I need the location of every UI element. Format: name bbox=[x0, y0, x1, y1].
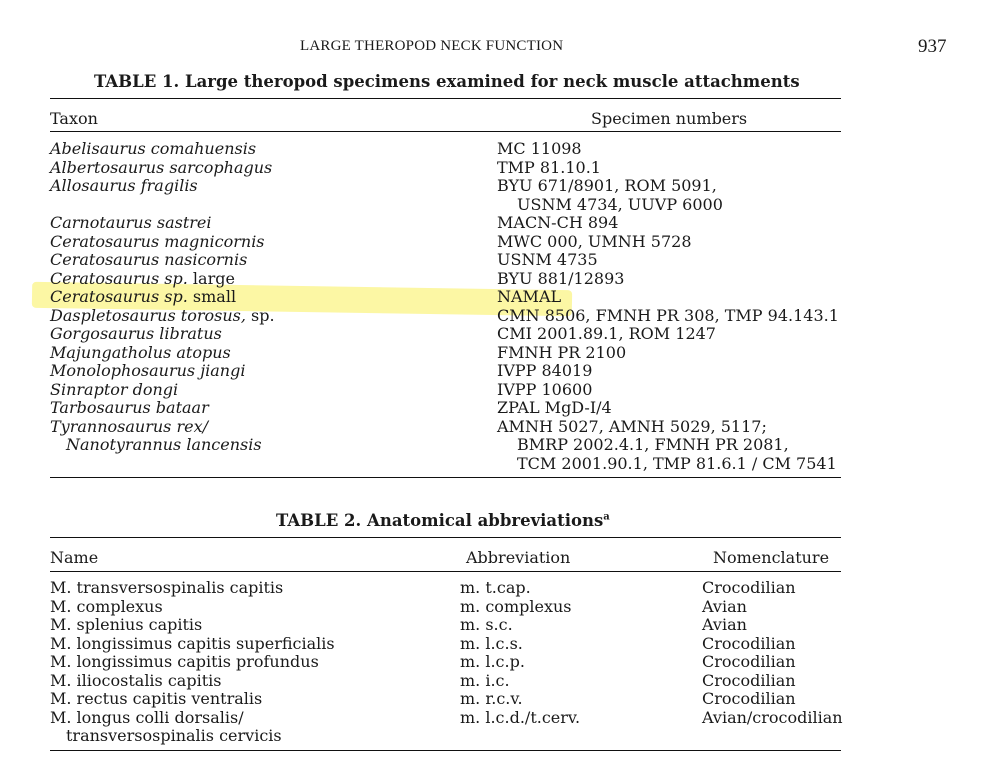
taxon-cell: Albertosaurus sarcophagus bbox=[50, 157, 273, 177]
page-number: 937 bbox=[918, 36, 947, 57]
taxon-cell bbox=[50, 288, 236, 307]
specimen-cell: USNM 4734, UUVP 6000 bbox=[517, 194, 723, 214]
table-row bbox=[50, 362, 850, 381]
abbreviation-cell: m. l.c.p. bbox=[460, 652, 525, 671]
specimen-cell: TCM 2001.90.1, TMP 81.6.1 / CM 7541 bbox=[517, 453, 837, 473]
table2-header-abbreviation: Abbreviation bbox=[466, 548, 571, 567]
name-cell: M. complexus bbox=[50, 596, 163, 616]
abbreviation-cell: m. i.c. bbox=[460, 670, 510, 690]
specimen-cell: MACN-CH 894 bbox=[497, 213, 619, 232]
name-cell: transversospinalis cervicis bbox=[66, 726, 282, 745]
table-row bbox=[50, 399, 850, 418]
table1-top-rule bbox=[50, 98, 841, 99]
taxon-cell bbox=[50, 270, 235, 289]
name-cell: M. rectus capitis ventralis bbox=[50, 689, 263, 708]
table1-body bbox=[50, 140, 850, 473]
name-cell: M. longus colli dorsalis/ bbox=[50, 707, 244, 727]
nomenclature-cell: Crocodilian bbox=[702, 670, 796, 690]
specimen-cell: FMNH PR 2100 bbox=[497, 342, 627, 362]
specimen-cell: AMNH 5027, AMNH 5029, 5117; bbox=[497, 416, 767, 436]
nomenclature-cell: Avian bbox=[702, 596, 747, 616]
specimen-cell: NAMAL bbox=[497, 287, 562, 306]
table-row bbox=[50, 196, 850, 215]
taxon-suffix: small bbox=[192, 287, 237, 306]
taxon-name: Ceratosaurus sp. bbox=[50, 287, 188, 306]
taxon-cell: Gorgosaurus libratus bbox=[50, 324, 222, 343]
table-row bbox=[50, 344, 850, 363]
table2-caption-text: TABLE 2. Anatomical abbreviations bbox=[276, 511, 604, 530]
table-row bbox=[50, 635, 850, 654]
abbreviation-cell: m. complexus bbox=[460, 596, 572, 616]
table2-bottom-rule bbox=[50, 750, 841, 751]
specimen-cell: MWC 000, UMNH 5728 bbox=[497, 231, 692, 251]
nomenclature-cell: Avian/crocodilian bbox=[702, 707, 843, 727]
taxon-cell bbox=[50, 307, 275, 326]
name-cell: M. longissimus capitis profundus bbox=[50, 652, 319, 671]
taxon-name: Daspletosaurus torosus, bbox=[50, 305, 246, 325]
nomenclature-cell: Crocodilian bbox=[702, 652, 796, 671]
table-row bbox=[50, 727, 850, 746]
table2-footnote-marker: a bbox=[603, 511, 610, 523]
specimen-cell: MC 11098 bbox=[497, 139, 582, 158]
table-row bbox=[50, 251, 850, 270]
table-row bbox=[50, 709, 850, 728]
table-row bbox=[50, 214, 850, 233]
abbreviation-cell: m. l.c.s. bbox=[460, 633, 523, 653]
table2-caption bbox=[276, 511, 610, 530]
taxon-cell: Ceratosaurus magnicornis bbox=[50, 231, 265, 251]
table-row-highlighted bbox=[50, 288, 850, 307]
specimen-cell: BYU 671/8901, ROM 5091, bbox=[497, 176, 717, 195]
abbreviation-cell: m. l.c.d./t.cerv. bbox=[460, 707, 581, 727]
specimen-cell: CMN 8506, FMNH PR 308, TMP 94.143.1 bbox=[497, 305, 839, 325]
table-row bbox=[50, 270, 850, 289]
specimen-cell: CMI 2001.89.1, ROM 1247 bbox=[497, 324, 716, 343]
taxon-suffix: large bbox=[192, 268, 235, 288]
table-row bbox=[50, 455, 850, 474]
table2-top-rule bbox=[50, 537, 841, 538]
taxon-name: Ceratosaurus sp. bbox=[50, 268, 188, 288]
name-cell: M. splenius capitis bbox=[50, 615, 203, 634]
table1-header-rule bbox=[50, 131, 841, 132]
taxon-cell: Abelisaurus comahuensis bbox=[50, 139, 257, 158]
running-title: LARGE THEROPOD NECK FUNCTION bbox=[300, 38, 564, 54]
table2-header-rule bbox=[50, 571, 841, 572]
abbreviation-cell: m. s.c. bbox=[460, 615, 513, 634]
nomenclature-cell: Avian bbox=[702, 615, 747, 634]
table-row bbox=[50, 436, 850, 455]
taxon-cell: Ceratosaurus nasicornis bbox=[50, 250, 248, 269]
specimen-cell: USNM 4735 bbox=[497, 250, 598, 269]
table2-header-name: Name bbox=[50, 548, 99, 567]
specimen-cell: BMRP 2002.4.1, FMNH PR 2081, bbox=[517, 435, 789, 454]
nomenclature-cell: Crocodilian bbox=[702, 578, 796, 597]
table-row bbox=[50, 177, 850, 196]
name-cell: M. transversospinalis capitis bbox=[50, 578, 284, 597]
taxon-cell: Tyrannosaurus rex/ bbox=[50, 416, 208, 436]
table-row bbox=[50, 381, 850, 400]
nomenclature-cell: Crocodilian bbox=[702, 689, 796, 708]
table-row bbox=[50, 159, 850, 178]
table-row bbox=[50, 307, 850, 326]
specimen-cell: TMP 81.10.1 bbox=[497, 157, 601, 177]
specimen-cell: IVPP 84019 bbox=[497, 361, 593, 380]
taxon-cell: Nanotyrannus lancensis bbox=[66, 435, 262, 454]
table-row bbox=[50, 690, 850, 709]
table2-body bbox=[50, 579, 850, 746]
taxon-cell: Tarbosaurus bataar bbox=[50, 398, 209, 417]
table-row bbox=[50, 233, 850, 252]
table1-header-taxon: Taxon bbox=[50, 109, 98, 128]
name-cell: M. iliocostalis capitis bbox=[50, 670, 222, 690]
table1-bottom-rule bbox=[50, 477, 841, 478]
abbreviation-cell: m. r.c.v. bbox=[460, 689, 523, 708]
table1-caption: TABLE 1. Large theropod specimens examined for neck muscle attachments bbox=[94, 72, 800, 91]
taxon-cell: Allosaurus fragilis bbox=[50, 176, 198, 195]
table-row bbox=[50, 325, 850, 344]
taxon-cell: Carnotaurus sastrei bbox=[50, 213, 212, 232]
taxon-cell: Sinraptor dongi bbox=[50, 379, 179, 399]
taxon-suffix: sp. bbox=[251, 305, 275, 325]
specimen-cell: BYU 881/12893 bbox=[497, 268, 625, 288]
specimen-cell: ZPAL MgD-I/4 bbox=[497, 398, 612, 417]
taxon-cell: Monolophosaurus jiangi bbox=[50, 361, 246, 380]
table-row bbox=[50, 672, 850, 691]
table1-header-specimens: Specimen numbers bbox=[591, 109, 748, 128]
table-row bbox=[50, 653, 850, 672]
table-row bbox=[50, 598, 850, 617]
nomenclature-cell: Crocodilian bbox=[702, 633, 796, 653]
specimen-cell: IVPP 10600 bbox=[497, 379, 593, 399]
table2-header-nomenclature: Nomenclature bbox=[713, 548, 830, 567]
table-row bbox=[50, 579, 850, 598]
abbreviation-cell: m. t.cap. bbox=[460, 578, 531, 597]
table-row bbox=[50, 140, 850, 159]
taxon-cell: Majungatholus atopus bbox=[50, 342, 231, 362]
table-row bbox=[50, 418, 850, 437]
name-cell: M. longissimus capitis superficialis bbox=[50, 633, 335, 653]
table-row bbox=[50, 616, 850, 635]
